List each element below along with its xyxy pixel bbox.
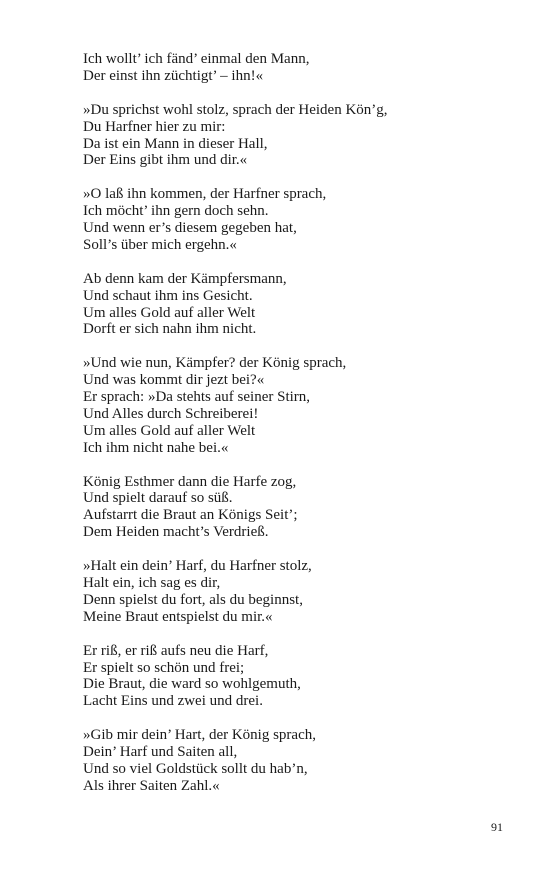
- verse-line: Er spielt so schön und frei;: [83, 659, 245, 676]
- verse-line: Du Harfner hier zu mir:: [83, 118, 226, 135]
- verse-line: Dorft er sich nahn ihm nicht.: [83, 321, 257, 338]
- verse-line: Und wenn er’s diesem gegeben hat,: [83, 220, 297, 237]
- stanza: [83, 727, 503, 795]
- verse-line: Als ihrer Saiten Zahl.«: [83, 777, 220, 794]
- verse-line: Und was kommt dir jezt bei?«: [83, 372, 265, 389]
- verse-line: Dein’ Harf und Saiten all,: [83, 744, 238, 761]
- verse-line: Soll’s über mich ergehn.«: [83, 236, 237, 253]
- verse-line: Und schaut ihm ins Gesicht.: [83, 287, 253, 304]
- stanza: [83, 474, 503, 542]
- stanza: [83, 643, 503, 711]
- verse-line: Dem Heiden macht’s Verdrieß.: [83, 524, 269, 541]
- verse-line: König Esthmer dann die Harfe zog,: [83, 473, 297, 490]
- verse-line: Um alles Gold auf aller Welt: [83, 304, 256, 321]
- stanza: [83, 271, 503, 339]
- poem-text: [83, 51, 503, 812]
- verse-line: Der einst ihn züchtigt’ – ihn!«: [83, 67, 264, 84]
- verse-line: Halt ein, ich sag es dir,: [83, 575, 221, 591]
- verse-line: Und so viel Goldstück sollt du hab’n,: [83, 760, 308, 777]
- verse-line: Um alles Gold auf aller Welt: [83, 422, 256, 439]
- verse-line: Ich wollt’ ich fänd’ einmal den Mann,: [83, 51, 310, 67]
- verse-line: Denn spielst du fort, als du beginnst,: [83, 591, 303, 608]
- stanza: [83, 355, 503, 456]
- verse-line: Ab denn kam der Kämpfersmann,: [83, 270, 287, 287]
- stanza: [83, 102, 503, 170]
- verse-line: Meine Braut entspielst du mir.«: [83, 608, 273, 625]
- stanza: [83, 558, 503, 626]
- verse-line: Ich möcht’ ihn gern doch sehn.: [83, 203, 269, 220]
- verse-line: Er riß, er riß aufs neu die Harf,: [83, 642, 269, 659]
- verse-line: »Du sprichst wohl stolz, sprach der Heiden Kön’g,: [83, 101, 388, 118]
- verse-line: »Gib mir dein’ Hart, der König sprach,: [83, 727, 316, 744]
- verse-line: Der Eins gibt ihm und dir.«: [83, 152, 248, 169]
- verse-line: Und spielt darauf so süß.: [83, 490, 233, 507]
- verse-line: »Halt ein dein’ Harf, du Harfner stolz,: [83, 558, 312, 575]
- verse-line: Lacht Eins und zwei und drei.: [83, 693, 263, 710]
- verse-line: »Und wie nun, Kämpfer? der König sprach,: [83, 355, 347, 372]
- verse-line: »O laß ihn kommen, der Harfner sprach,: [83, 186, 327, 203]
- verse-line: Und Alles durch Schreiberei!: [83, 405, 259, 422]
- verse-line: Aufstarrt die Braut an Königs Seit’;: [83, 507, 298, 524]
- stanza: [83, 51, 503, 85]
- verse-line: Er sprach: »Da stehts auf seiner Stirn,: [83, 389, 311, 406]
- stanza: [83, 186, 503, 254]
- verse-line: Da ist ein Mann in dieser Hall,: [83, 135, 268, 152]
- page-number: 91: [491, 820, 503, 834]
- verse-line: Die Braut, die ward so wohlgemuth,: [83, 676, 301, 693]
- verse-line: Ich ihm nicht nahe bei.«: [83, 439, 229, 456]
